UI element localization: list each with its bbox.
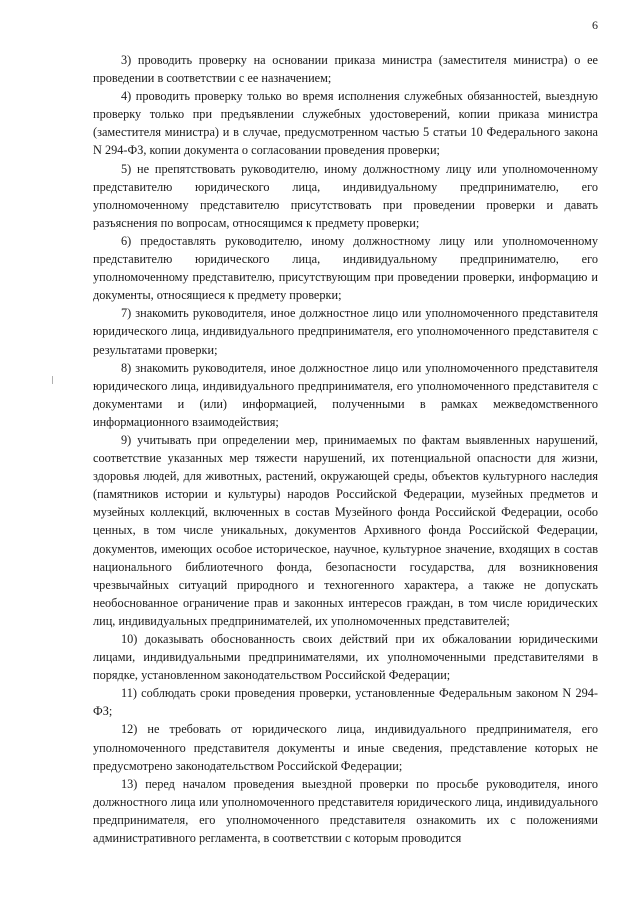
margin-mark xyxy=(52,376,53,384)
paragraph-13: 13) перед началом проведения выездной проверки по просьбе руководителя, иного должностного лица или уполномоченного представителя юридического лица, индивидуального предпринимателя, его уполномоченного представителя ознакомить их с положениями административного регламента, в соответствии с которым проводится xyxy=(93,776,598,846)
paragraph-6: 6) предоставлять руководителю, иному должностному лицу или уполномоченному представителю юридического лица, индивидуальному предпринимателю, его уполномоченному представителю, присутствующим при проведении проверки, информацию и документы, относящиеся к предмету проверки; xyxy=(93,233,598,303)
page-number: 6 xyxy=(592,18,598,32)
paragraph-4: 4) проводить проверку только во время исполнения служебных обязанностей, выездную проверку только при предъявлении служебных удостоверений, копии приказа министра (заместителя министра) и в случае, предусмотренном частью 5 статьи 10 Федерального закона N 294-ФЗ, копии документа о согласовании проведения проверки; xyxy=(93,89,598,158)
paragraph-3: 3) проводить проверку на основании приказа министра (заместителя министра) о ее проведении в соответствии с ее назначением; xyxy=(93,53,598,86)
document-body xyxy=(93,51,598,847)
paragraph-7: 7) знакомить руководителя, иное должностное лицо или уполномоченного представителя юридического лица, индивидуального предпринимателя, его уполномоченного представителя с результатами проверки; xyxy=(93,306,598,357)
paragraph-5: 5) не препятствовать руководителю, иному должностному лицу или уполномоченному представителю юридического лица, индивидуальному предпринимателю, его уполномоченному представителю присутствовать при проведении проверки и давать разъяснения по вопросам, относящимся к предмету проверки; xyxy=(93,161,598,230)
paragraph-9: 9) учитывать при определении мер, принимаемых по фактам выявленных нарушений, соответствие указанных мер тяжести нарушений, их потенциальной опасности для жизни, здоровья людей, для животных, растений, окружающей среды, объектов культурного наследия (памятников истории и культуры) народов Российской Федерации, музейных предметов и музейных коллекций, включенных в состав Музейного фонда Российской Федерации, особо ценных, в том числе уникальных, документов Архивного фонда Российской Федерации, документов, имеющих особое историческое, научное, культурное значение, входящих в состав национального библиотечного фонда, безопасности государства, для возникновения чрезвычайных ситуаций природного и техногенного характера, а также не допускать необоснованное ограничение прав и законных интересов граждан, в том числе юридических лиц, индивидуальных предпринимателей, их уполномоченных представителей; xyxy=(93,432,598,628)
paragraph-8: 8) знакомить руководителя, иное должностное лицо или уполномоченного представителя юридического лица, индивидуального предпринимателя, его уполномоченного представителя с документами и (или) информацией, полученными в рамках межведомственного информационного взаимодействия; xyxy=(93,360,598,429)
paragraph-10: 10) доказывать обоснованность своих действий при их обжаловании юридическими лицами, индивидуальными предпринимателями, их уполномоченными представителями в порядке, установленном законодательством Российской Федерации; xyxy=(93,632,598,683)
paragraph-11: 11) соблюдать сроки проведения проверки, установленные Федеральным законом N 294-ФЗ; xyxy=(93,686,598,719)
paragraph-12: 12) не требовать от юридического лица, индивидуального предпринимателя, его уполномоченного представителя документы и иные сведения, представление которых не предусмотрено законодательством Российской Федерации; xyxy=(93,722,598,773)
